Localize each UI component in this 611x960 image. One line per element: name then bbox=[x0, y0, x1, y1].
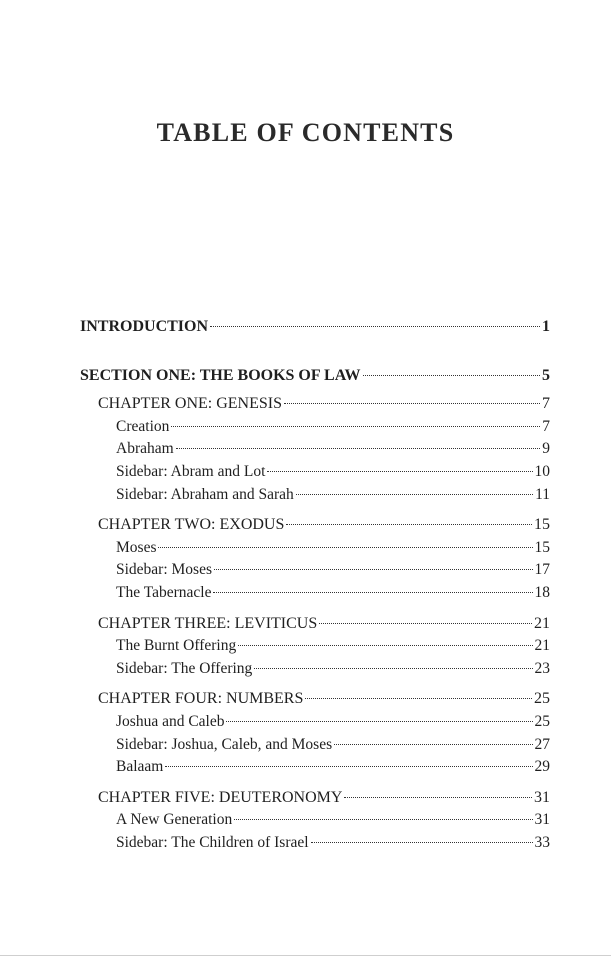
toc-entry-chapter-two[interactable] bbox=[80, 514, 550, 537]
toc-entry-label: CHAPTER FIVE: DEUTERONOMY bbox=[98, 788, 343, 806]
toc-entry-introduction[interactable] bbox=[80, 316, 550, 339]
toc-entry-label: A New Generation bbox=[116, 811, 233, 829]
toc-entry-subitem[interactable] bbox=[80, 559, 550, 582]
dot-leader bbox=[286, 524, 532, 525]
toc-entry-subitem[interactable] bbox=[80, 711, 550, 734]
toc-entry-page-number: 31 bbox=[534, 811, 550, 829]
toc-entry-page-number: 15 bbox=[534, 538, 550, 556]
toc-entry-chapter-five[interactable] bbox=[80, 787, 550, 810]
toc-entry-chapter-four[interactable] bbox=[80, 688, 550, 711]
dot-leader bbox=[226, 721, 532, 722]
toc-entry-chapter-three[interactable] bbox=[80, 613, 550, 636]
toc-entry-label: SECTION ONE: THE BOOKS OF LAW bbox=[80, 366, 361, 384]
dot-leader bbox=[305, 698, 532, 699]
toc-entry-page-number: 29 bbox=[534, 758, 550, 776]
toc-entry-page-number: 25 bbox=[534, 712, 550, 730]
toc-entry-label: Sidebar: Abram and Lot bbox=[116, 462, 266, 480]
toc-entry-page-number: 27 bbox=[534, 735, 550, 753]
toc-entry-label: Abraham bbox=[116, 440, 174, 458]
toc-entry-page-number: 21 bbox=[534, 614, 550, 632]
toc-entry-subitem[interactable] bbox=[80, 582, 550, 605]
toc-entry-page-number: 33 bbox=[534, 833, 550, 851]
toc-entry-subitem[interactable] bbox=[80, 734, 550, 757]
toc-entry-subitem[interactable] bbox=[80, 484, 550, 507]
dot-leader bbox=[296, 494, 533, 495]
toc-entry-subitem[interactable] bbox=[80, 537, 550, 560]
toc-entry-page-number: 23 bbox=[534, 659, 550, 677]
toc-entry-page-number: 1 bbox=[542, 318, 550, 335]
page-title: TABLE OF CONTENTS bbox=[156, 118, 455, 147]
toc-entry-subitem[interactable] bbox=[80, 635, 550, 658]
toc-entry-section-one[interactable] bbox=[80, 365, 550, 388]
toc-entry-label: CHAPTER TWO: EXODUS bbox=[98, 516, 285, 534]
toc-entry-subitem[interactable] bbox=[80, 461, 550, 484]
toc-entry-page-number: 15 bbox=[534, 516, 550, 534]
toc-entry-label: Creation bbox=[116, 417, 170, 435]
toc-entry-label: Sidebar: Joshua, Caleb, and Moses bbox=[116, 735, 333, 753]
dot-leader bbox=[176, 448, 541, 449]
toc-entry-page-number: 21 bbox=[534, 637, 550, 655]
toc-entry-label: Sidebar: The Offering bbox=[116, 659, 253, 677]
toc-entry-page-number: 11 bbox=[535, 485, 550, 503]
dot-leader bbox=[344, 797, 532, 798]
dot-leader bbox=[284, 403, 540, 404]
toc-entry-subitem[interactable] bbox=[80, 809, 550, 832]
dot-leader bbox=[319, 623, 532, 624]
dot-leader bbox=[165, 766, 532, 767]
toc-entry-label: Balaam bbox=[116, 758, 164, 776]
toc-entry-subitem[interactable] bbox=[80, 756, 550, 779]
dot-leader bbox=[234, 819, 532, 820]
toc-entry-subitem[interactable] bbox=[80, 658, 550, 681]
toc-entry-label: CHAPTER ONE: GENESIS bbox=[98, 395, 283, 413]
toc-entry-label: CHAPTER THREE: LEVITICUS bbox=[98, 614, 318, 632]
toc-entry-page-number: 5 bbox=[542, 366, 550, 384]
dot-leader bbox=[238, 645, 532, 646]
toc-entry-subitem[interactable] bbox=[80, 832, 550, 855]
toc-entry-label: Sidebar: The Children of Israel bbox=[116, 833, 309, 851]
dot-leader bbox=[363, 375, 540, 376]
dot-leader bbox=[210, 326, 540, 327]
toc-entry-subitem[interactable] bbox=[80, 438, 550, 461]
toc-entry-label: Joshua and Caleb bbox=[116, 712, 225, 730]
page-edge-divider bbox=[0, 955, 611, 956]
toc-entry-page-number: 18 bbox=[534, 583, 550, 601]
dot-leader bbox=[171, 426, 540, 427]
toc-entry-page-number: 31 bbox=[534, 788, 550, 806]
toc-entry-label: The Tabernacle bbox=[116, 583, 212, 601]
table-of-contents bbox=[80, 316, 550, 854]
toc-entry-label: INTRODUCTION bbox=[80, 318, 209, 335]
toc-entry-label: CHAPTER FOUR: NUMBERS bbox=[98, 690, 304, 708]
dot-leader bbox=[267, 471, 532, 472]
dot-leader bbox=[213, 592, 532, 593]
toc-entry-subitem[interactable] bbox=[80, 416, 550, 439]
toc-entry-chapter-one[interactable] bbox=[80, 393, 550, 416]
dot-leader bbox=[158, 547, 532, 548]
toc-entry-label: Moses bbox=[116, 538, 157, 556]
dot-leader bbox=[311, 842, 533, 843]
dot-leader bbox=[214, 569, 532, 570]
toc-entry-page-number: 25 bbox=[534, 690, 550, 708]
dot-leader bbox=[254, 668, 532, 669]
toc-entry-label: Sidebar: Moses bbox=[116, 561, 213, 579]
toc-entry-page-number: 10 bbox=[534, 462, 550, 480]
toc-entry-page-number: 17 bbox=[534, 561, 550, 579]
toc-entry-page-number: 9 bbox=[542, 440, 550, 458]
toc-entry-label: Sidebar: Abraham and Sarah bbox=[116, 485, 294, 503]
dot-leader bbox=[334, 744, 532, 745]
toc-entry-label: The Burnt Offering bbox=[116, 637, 237, 655]
toc-entry-page-number: 7 bbox=[542, 395, 550, 413]
toc-entry-page-number: 7 bbox=[542, 417, 550, 435]
